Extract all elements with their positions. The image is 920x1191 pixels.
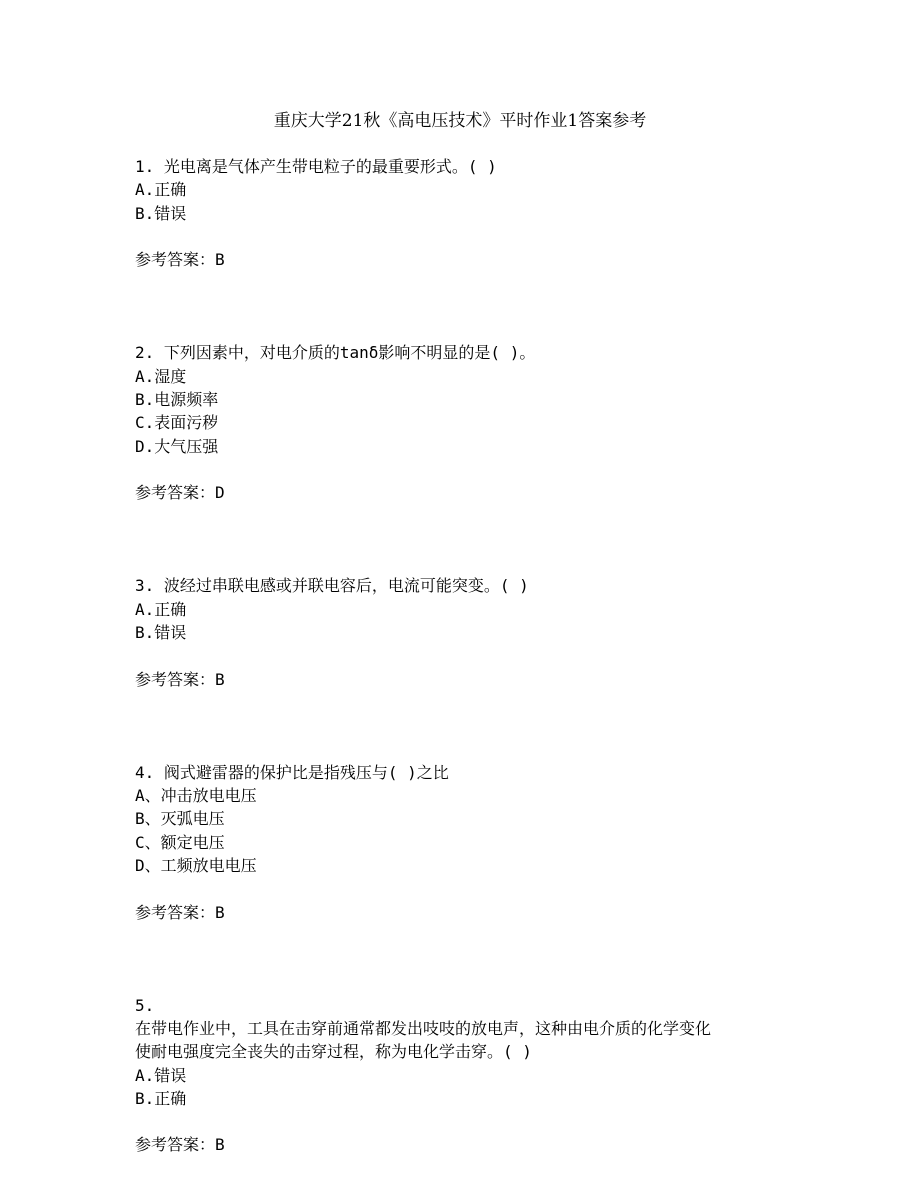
reference-answer: 参考答案：B <box>135 1135 225 1155</box>
question-spacer <box>135 271 835 341</box>
reference-answer: 参考答案：B <box>135 669 225 689</box>
question-stem-line-2: 使耐电强度完全丧失的击穿过程，称为电化学击穿。( ) <box>135 1042 532 1062</box>
option-a: A.错误 <box>135 1065 187 1085</box>
question-5 <box>135 994 835 1157</box>
option-b: B.正确 <box>135 1088 187 1108</box>
reference-answer: 参考答案：B <box>135 902 225 922</box>
reference-answer: 参考答案：B <box>135 250 225 270</box>
option-a: A.湿度 <box>135 366 187 386</box>
question-stem: 2. 下列因素中，对电介质的tanδ影响不明显的是( )。 <box>135 343 536 363</box>
option-c: C.表面污秽 <box>135 413 219 433</box>
option-a: A.正确 <box>135 180 187 200</box>
option-b: B、灭弧电压 <box>135 809 225 829</box>
question-stem: 1. 光电离是气体产生带电粒子的最重要形式。( ) <box>135 157 497 176</box>
option-b: B.电源频率 <box>135 389 219 409</box>
question-spacer <box>135 924 835 994</box>
question-stem-line-1: 在带电作业中，工具在击穿前通常都发出吱吱的放电声，这种由电介质的化学变化 <box>135 1018 712 1038</box>
option-b: B.错误 <box>135 622 187 642</box>
option-d: D、工频放电电压 <box>135 855 257 875</box>
option-c: C、额定电压 <box>135 832 225 852</box>
option-a: A、冲击放电电压 <box>135 786 257 806</box>
question-1 <box>135 155 835 271</box>
option-a: A.正确 <box>135 599 187 619</box>
document-title: 重庆大学21秋《高电压技术》平时作业1答案参考 <box>273 111 647 131</box>
question-stem: 4. 阀式避雷器的保护比是指残压与( )之比 <box>135 762 449 782</box>
question-list <box>135 155 835 1157</box>
question-spacer <box>135 504 835 574</box>
question-stem: 3. 波经过串联电感或并联电容后，电流可能突变。( ) <box>135 576 529 596</box>
question-number: 5. <box>135 995 155 1015</box>
question-3 <box>135 574 835 690</box>
question-4 <box>135 761 835 924</box>
option-d: D.大气压强 <box>135 436 219 456</box>
question-2 <box>135 341 835 504</box>
reference-answer: 参考答案：D <box>135 483 225 503</box>
question-spacer <box>135 691 835 761</box>
option-b: B.错误 <box>135 203 187 223</box>
